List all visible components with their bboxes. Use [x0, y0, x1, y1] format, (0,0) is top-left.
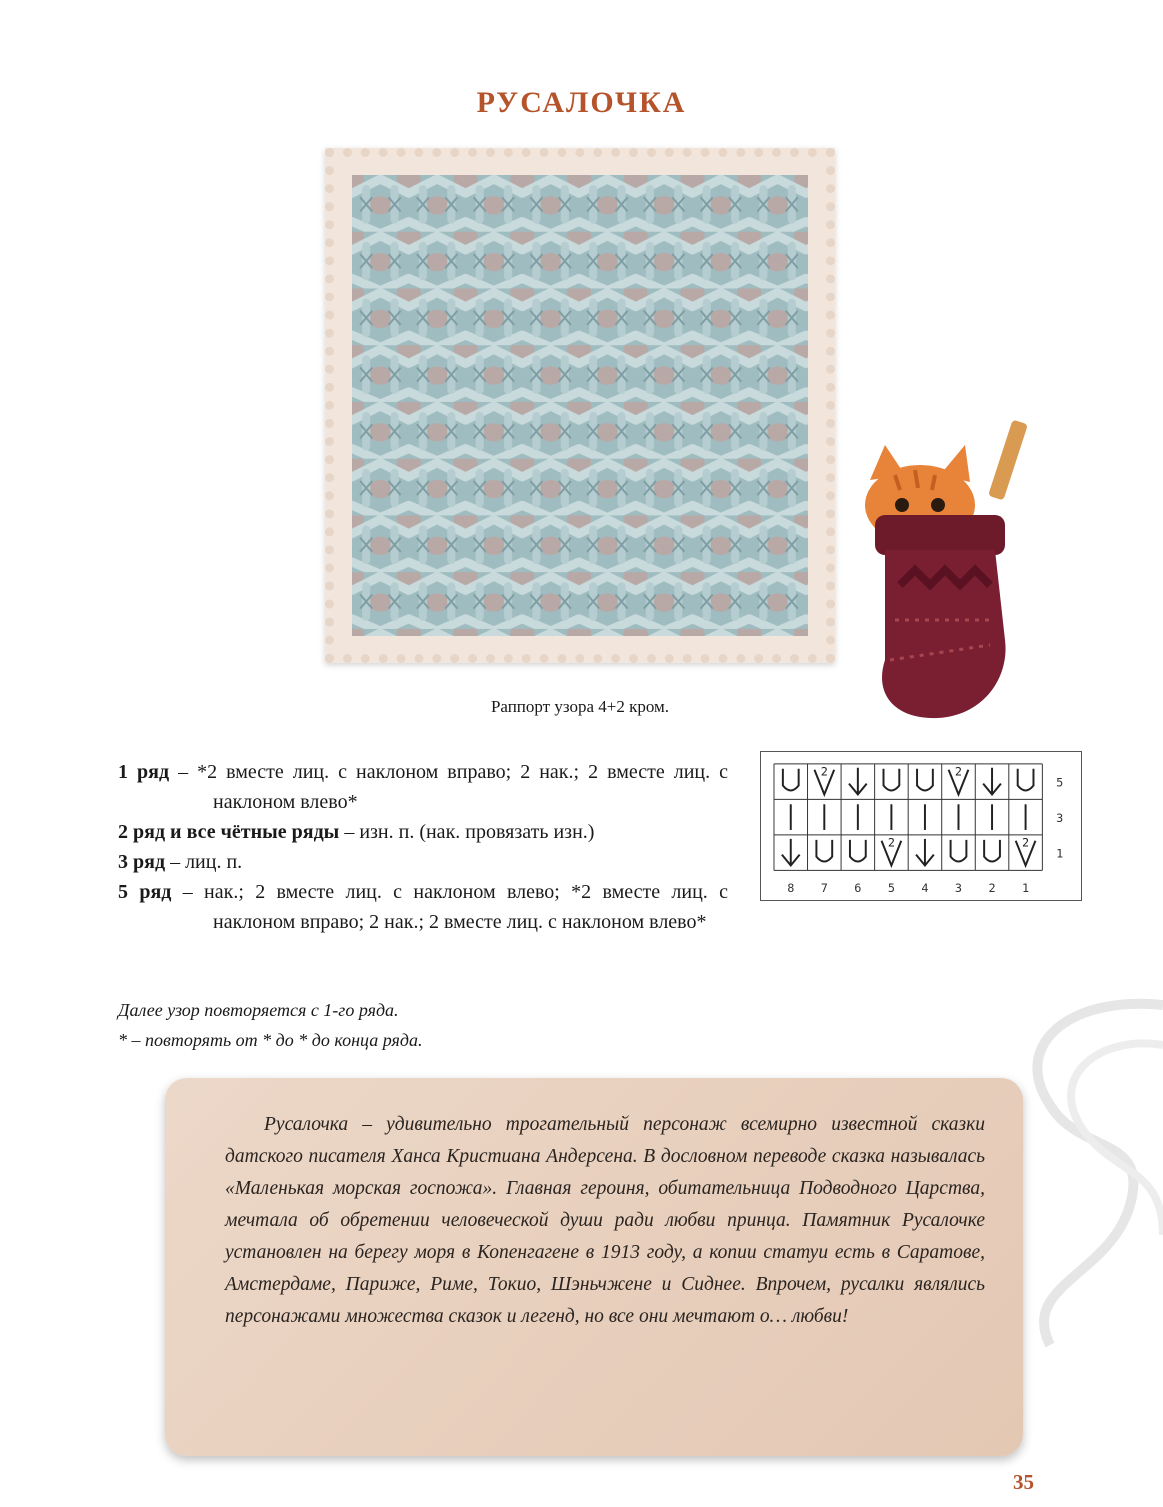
row-3-instruction: [118, 847, 728, 877]
yarn-over-symbol: [783, 769, 799, 791]
decrease-left-symbol: [782, 839, 800, 866]
row-number: 3: [1056, 811, 1064, 826]
symbol-number: 2: [954, 764, 963, 779]
story-card: [165, 1078, 1023, 1456]
symbol-number: 2: [820, 764, 828, 779]
clothespin-icon: [988, 420, 1028, 501]
symbol-number: 2: [887, 835, 895, 850]
note-asterisk: * – повторять от * до * до конца ряда.: [118, 1030, 423, 1050]
decrease-left-symbol: [983, 768, 1001, 795]
note-repeat: Далее узор повторяется с 1-го ряда.: [118, 1000, 399, 1020]
knitting-chart: [760, 751, 1082, 901]
yarn-over-symbol: [917, 769, 933, 791]
row-text: – *2 вместе лиц. с наклоном вправо; 2 нак.; 2 вместе лиц. с наклоном влево*: [169, 761, 729, 813]
symbol-number: 2: [1022, 835, 1030, 850]
row-number: 1: [1056, 846, 1064, 861]
row-5-instruction: [118, 877, 728, 937]
column-number: 1: [1022, 881, 1030, 896]
row-label: 5 ряд: [118, 881, 172, 903]
yarn-over-symbol: [850, 840, 866, 862]
row-text: – изн. п. (нак. провязать изн.): [339, 821, 595, 843]
decrease-left-symbol: [849, 768, 867, 795]
column-number: 5: [887, 881, 895, 896]
row-instructions: [118, 757, 728, 937]
knit-sample-photo: [352, 175, 808, 636]
page-number: 35: [1013, 1470, 1034, 1494]
row-2-instruction: [118, 817, 728, 847]
yarn-over-symbol: [884, 769, 900, 791]
row-label: 3 ряд: [118, 851, 166, 873]
column-number: 6: [854, 881, 862, 896]
row-label: 1 ряд: [118, 761, 170, 783]
knitting-chart-grid: [761, 752, 1081, 900]
page-title: РУСАЛОЧКА: [476, 86, 687, 119]
cat-in-sock-illustration: [860, 420, 1070, 730]
yarn-over-symbol: [816, 840, 832, 862]
story-text: Русалочка – удивительно трогательный персонаж всемирно известной сказки датского писателя Ханса Кристиана Андерсена. В дословном переводе сказка называлась «Маленькая морская госпожа». Главная героиня, обитательница Подводного Царства, мечтала об обретении человеческой души ради любви принца. Памятник Русалочке установлен на берегу моря в Копенгагене в 1913 году, а копии статуи есть в Саратове, Амстердаме, Париже, Риме, Токио, Шэньчжене и Сиднее. Впрочем, русалки являлись персонажами множества сказок и легенд, но все они мечтают о… любви!: [225, 1114, 985, 1327]
sock-icon: [875, 515, 1006, 718]
column-number: 7: [820, 881, 828, 896]
yarn-over-symbol: [951, 840, 967, 862]
rapport-caption: Раппорт узора 4+2 кром.: [490, 697, 670, 716]
row-text: – нак.; 2 вместе лиц. с наклоном влево; *2 вместе лиц. с наклоном вправо; 2 нак.; 2 вместе лиц. с наклоном влево*: [171, 881, 729, 933]
row-text: – лиц. п.: [165, 851, 243, 873]
decrease-left-symbol: [916, 839, 934, 866]
knit-sample-photo-frame: [325, 148, 835, 663]
yarn-over-symbol: [984, 840, 1000, 862]
notes: [118, 995, 718, 1055]
column-number: 8: [787, 881, 795, 896]
column-number: 4: [921, 881, 929, 896]
column-number: 2: [988, 881, 996, 896]
yarn-over-symbol: [1018, 769, 1034, 791]
column-number: 3: [954, 881, 963, 896]
row-1-instruction: [118, 757, 728, 817]
row-label: 2 ряд и все чётные ряды: [118, 821, 340, 843]
row-number: 5: [1056, 775, 1064, 790]
